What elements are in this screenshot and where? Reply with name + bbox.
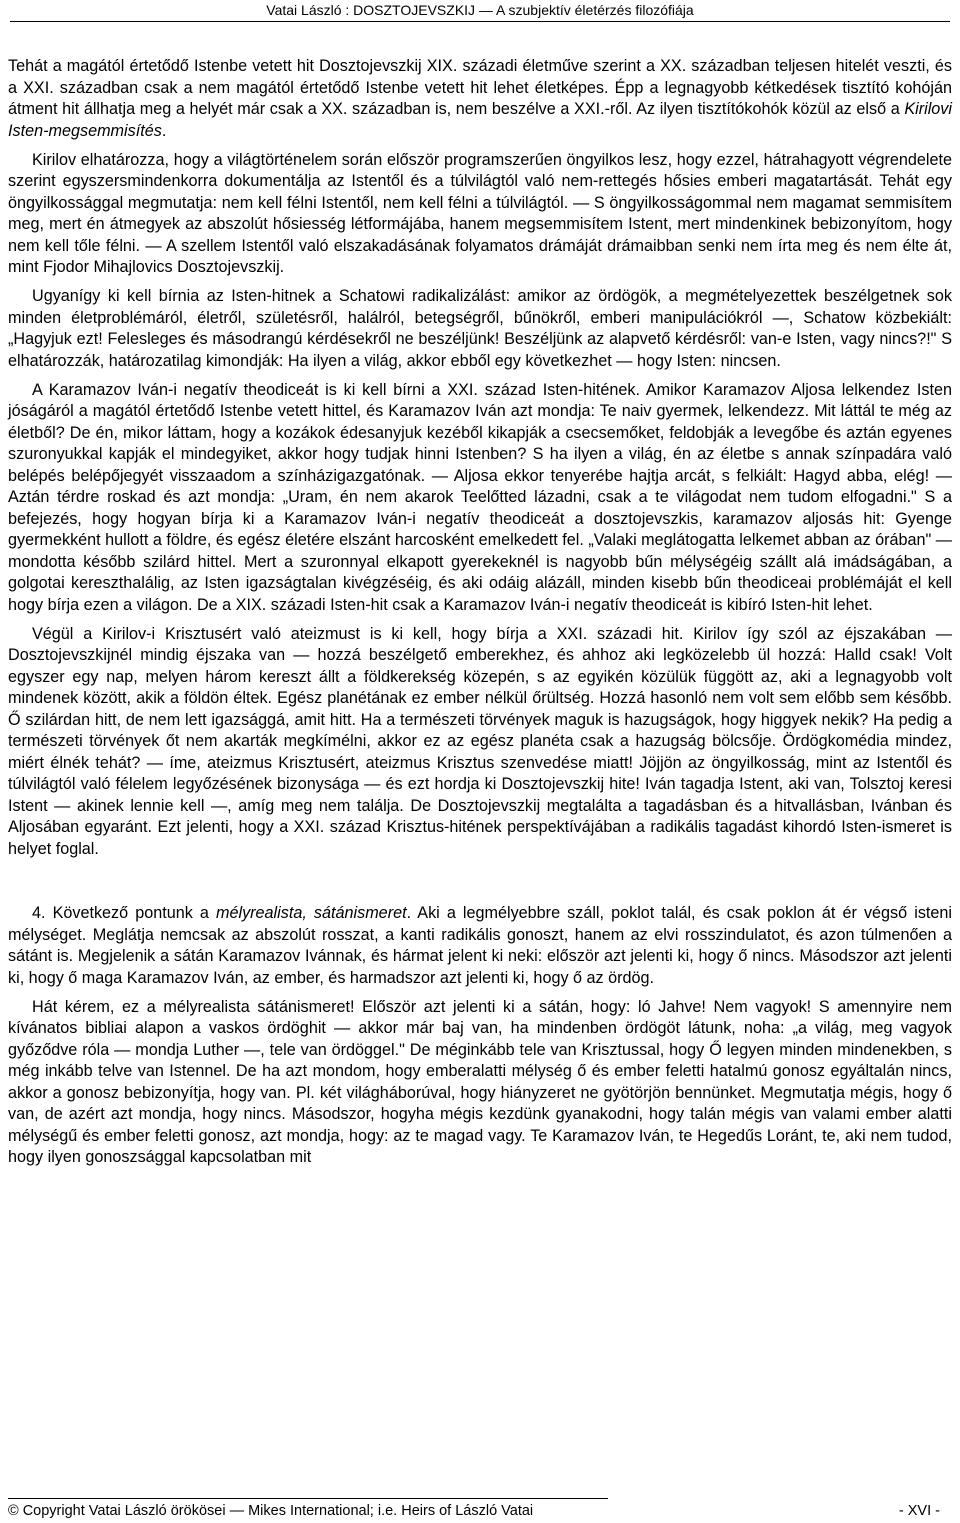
paragraph-text: Tehát a magától értetődő Istenbe vetett hit Dosztojevszkij XIX. századi életműve szerint a XX. században teljesen hitelét veszti, és a XXI. században csak a nem magától értetődő Istenbe vetett hit lehet életképes. Épp a legnagyobb kétkedések tisztító kohóján átment hit állhatja meg a helyét már csak a XX. században is, nem beszélve a XXI.-ről. Az ilyen tisztítókohók közül az első a: [8, 57, 952, 118]
paragraph: [8, 56, 952, 142]
paragraph: [8, 380, 952, 617]
paragraph-text: Végül a Kirilov-i Krisztusért való ateizmust is ki kell, hogy bírja a XXI. századi hit. Kirilov így szól az éjszakában — Dosztojevszkijnél mindig éjszaka van — hozzá beszélgető emberekhez, és ahhoz aki legközelebb ül hozzá: Halld csak! Volt egyszer egy nap, melyen három kereszt állt a földkerekség közepén, s az egyikén közülük függött az, aki a legnagyobb volt mindenek között, akik a földön éltek. Egész planétának ez ember nélkül őrültség. Hozzá hasonló nem volt sem előbb sem később. Ő szilárdan hitt, de nem lett igazsággá, amit hitt. Ha a természeti törvények maguk is hazugságok, hogy higgyek nekik? Ha pedig a természeti törvények őt nem akarták megkímélni, akkor ez az egész planéta csak a hazugság bölcsője. Ördögkomédia mindez, miért élnék tehát? — íme, ateizmus Krisztusért, ateizmus Krisztus szenvedése miatt! Jöjjön az öngyilkosság, mint az Istentől és túlvilágtól való félelem legyőzésének bizonysága — és ezt hordja ki Dosztojevszkij hite! Iván tagadja Istent, aki van, Tolsztoj keresi Istent — akinek lennie kell —, amíg meg nem találja. De Dosztojevszkij megtalálta a tagadásban és a hitvallásban, Ivánban és Aljosában egyaránt. Ezt jelenti, hogy a XXI. század Krisztus-hitének perspektívájában a radikális tagadást kihordó Isten-ismeret is helyet foglal.: [8, 624, 952, 858]
paragraph-text: Kirilov elhatározza, hogy a világtörténelem során először programszerűen öngyilkos lesz, hogy ezzel, hátrahagyott végrendelete szerint egyszersmindenkorra dokumentálja az Istentől és a túlvilágtól való nem-rettegés hősies emberi magatartását. Tehát egy öngyilkossággal megmutatja: nem kell félni Istentől, nem kell félni a túlvilágtól. — S öngyilkosságommal nem magamat semmisítem meg, mert én átmegyek az abszolút hősiesség létformájába, hanem megsemmisítem Istent, mert mindenkinek bebizonyítom, hogy nem kell tőle félni. — A szellem Istentől való elszakadásának folyamatos drámáját drámaibban senki nem írta meg és nem élte át, mint Fjodor Mihajlovics Dosztojevszkij.: [8, 150, 952, 276]
paragraph: [8, 150, 952, 279]
paragraph: [8, 624, 952, 861]
emphasized-text: Kirilovi Isten-megsemmisítés: [8, 100, 952, 140]
paragraph: [8, 997, 952, 1169]
paragraph-text: Hát kérem, ez a mélyrealista sátánismeret! Először azt jelenti ki a sátán, hogy: ló Jahve! Nem vagyok! S amennyire nem kívánatos bibliai alapon a vaskos ördöghit — akkor már baj van, ha mindenben ördögöt látunk, noha: „a világ, meg vagyok győződve róla — mondja Luther —, tele van ördöggel." De méginkább tele van Krisztussal, hogy Ő legyen minden mindenekben, s még inkább telve van Istennel. De ha azt mondom, hogy emberalatti mélység ő és ember feletti hatalmú gonosz egyáltalán nincs, akkor a gonosz bebizonyítja, hogy van. Pl. két világháborúval, hogy hiányzeret ne gyötörjön bennünket. Megmutatja mégis, hogy ő van, de azért azt mondja, hogy nincs. Másodszor, hogyha mégis kezdünk gyanakodni, hogy talán mégis van valami ember alatti mélységű és ember feletti gonosz, azt mondja, hogy: az te magad vagy. Te Karamazov Iván, te Hegedűs Loránt, te, aki nem tudod, hogy ilyen gonoszsággal kapcsolatban mit: [8, 997, 952, 1166]
paragraph-text: . Aki a legmélyebbre száll, poklot talál, és csak poklon át ér végső isteni mélységet. Meglátja nemcsak az abszolút rosszat, a kanti radikális gonoszt, hanem az elvi rosszindulatot, és azon túlmenően a sátánt is. Megjelenik a sátán Karamazov Ivánnak, és hármat jelent ki neki: először azt jelenti ki, hogy ő nincs. Másodszor azt jelenti ki, hogy ő maga Karamazov Iván, az ember, és harmadszor azt jelenti ki, hogy ő az ördög.: [8, 904, 953, 987]
footer-copyright: © Copyright Vatai László örökösei — Mikes International; i.e. Heirs of László Vatai: [8, 1503, 534, 1519]
header-rule: [10, 21, 950, 22]
paragraph: [8, 903, 952, 989]
paragraph-text: Ugyanígy ki kell bírnia az Isten-hitnek a Schatowi radikalizálást: amikor az ördögök, a megmételyezettek beszélgetnek sok minden életproblémáról, életről, születésről, halálról, betegségről, bűnökről, emberi manipulációkról —, Schatow közbekiált: „Hagyjuk ezt! Felesleges és másodrangú kérdésekről ne beszéljünk! Beszéljünk az alapvető kérdésről: van-e Isten, vagy nincs?!" S elhatározzák, határozatilag kimondják: Ha ilyen a világ, akkor ebből egy következhet — hogy Isten: nincsen.: [8, 287, 952, 370]
paragraph-text: .: [161, 121, 167, 140]
header-author: Vatai László: [266, 2, 342, 18]
page-footer: [8, 1502, 952, 1520]
running-header: [0, 0, 960, 18]
emphasized-text: mélyrealista, sátánismeret: [215, 904, 407, 922]
paragraph-text: A Karamazov Iván-i negatív theodiceát is ki kell bírni a XXI. század Isten-hitének. Amikor Karamazov Aljosa lelkendez Isten jóságáról a magától értetődő Istenbe vetett hittel, és Karamazov Iván azt mondja: Te naiv gyermek, lelkendezz. Mit láttál te még az életből? De én, mikor láttam, hogy a kozákok édesanyjuk kezéből kikapják a csecsemőket, feldobják a levegőbe és aztán egyenes szuronyukkal kapják el mindegyiket, akkor hogy tudjak hinni Istenben? S ha ilyen a világ, én az életbe s annak színpadára való belépés belépőjegyét visszaadom a színházigazgatónak. — Aljosa ekkor tenyerébe hajtja arcát, s felkiált: Hagyd abba, elég! — Aztán térdre roskad és azt mondja: „Uram, én nem akarok Teelőtted lázadni, csak a te világodat nem tudom elfogadni." S a befejezés, hogy hogyan bírja ki a Karamazov Iván-i negatív theodiceát a dosztojevszkis, karamazov aljosás hit: Gyenge gyermekként hullott a földre, és egész életére elszánt harcosként emelkedett fel. „Valaki meglátogatta lelkemet abban az órában" — mondotta később szilárd hittel. Mert a szuronnyal elkapott gyerekeknél is nagyobb bűn mélységéig szállt alá imádságában, a golgotai kereszthalálig, az Isten igazságtalan kivégzéséig, és aki odáig alázáll, minden kisebb bűn theodiceai problémáját el kell hogy bírja ezen a világon. De a XIX. századi Isten-hit csak a Karamazov Iván-i negatív theodiceát is kibíró Isten-hit lehet.: [8, 380, 952, 614]
paragraph: [8, 286, 952, 372]
page-number: - XVI -: [898, 1503, 940, 1519]
footer-rule: [8, 1498, 608, 1499]
header-title: DOSZTOJEVSZKIJ — A szubjektív életérzés filozófiája: [353, 2, 694, 18]
body-text: [8, 56, 952, 1176]
header-separator: :: [341, 2, 354, 18]
paragraph-text: 4. Következő pontunk a: [32, 904, 216, 922]
